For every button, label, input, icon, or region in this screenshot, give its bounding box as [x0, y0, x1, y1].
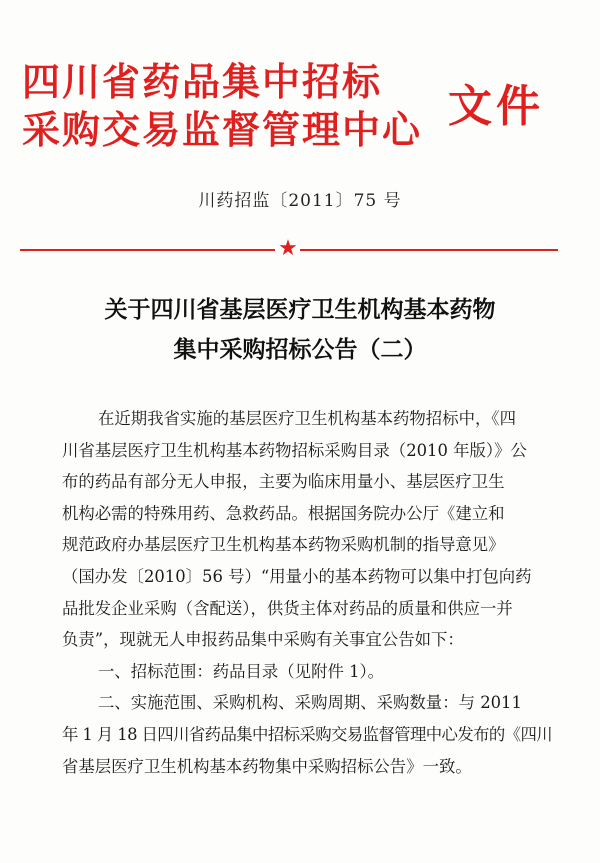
body-line: 年 1 月 18 日四川省药品集中招标采购交易监督管理中心发布的《四川	[62, 724, 553, 744]
body-line: 布的药品有部分无人申报，主要为临床用量小、基层医疗卫生	[62, 472, 505, 492]
issuer-line-1: 四川省药品集中招标	[22, 60, 383, 104]
title-line-1: 关于四川省基层医疗卫生机构基本药物	[104, 297, 496, 323]
body-line: 省基层医疗卫生机构基本药物集中采购招标公告》一致。	[62, 756, 472, 776]
issuer-name	[22, 58, 452, 154]
title-line-2: 集中采购招标公告（二）	[173, 337, 427, 363]
body-line: 川省基层医疗卫生机构基本药物招标采购目录（2010 年版）》公	[62, 440, 527, 460]
body-line: 负责”，现就无人申报药品集中采购有关事宜公告如下：	[62, 630, 464, 650]
body-line: 规范政府办基层医疗卫生机构基本药物采购机制的指导意见》	[62, 535, 505, 555]
issuer-line-2: 采购交易监督管理中心	[22, 108, 423, 152]
body-line: 机构必需的特殊用药、急救药品。根据国务院办公厅《建立和	[62, 503, 505, 523]
body-line: （国办发〔2010〕56 号）“用量小的基本药物可以集中打包向药	[62, 566, 532, 586]
notice-body	[62, 403, 562, 782]
body-line: 品批发企业采购（含配送），供货主体对药品的质量和供应一并	[62, 598, 513, 618]
document-word: 文件	[448, 81, 544, 132]
body-line: 在近期我省实施的基层医疗卫生机构基本药物招标中，《四	[98, 409, 516, 428]
body-line: 一、招标范围：药品目录（见附件 1）。	[98, 661, 385, 681]
body-line: 二、实施范围、采购机构、采购周期、采购数量：与 2011	[98, 693, 522, 713]
red-rule-right	[300, 249, 558, 251]
notice-title	[0, 290, 600, 370]
document-number: 川药招监〔2011〕75 号	[198, 191, 402, 211]
red-rule-left	[20, 249, 275, 251]
star-icon: ★	[278, 236, 298, 261]
